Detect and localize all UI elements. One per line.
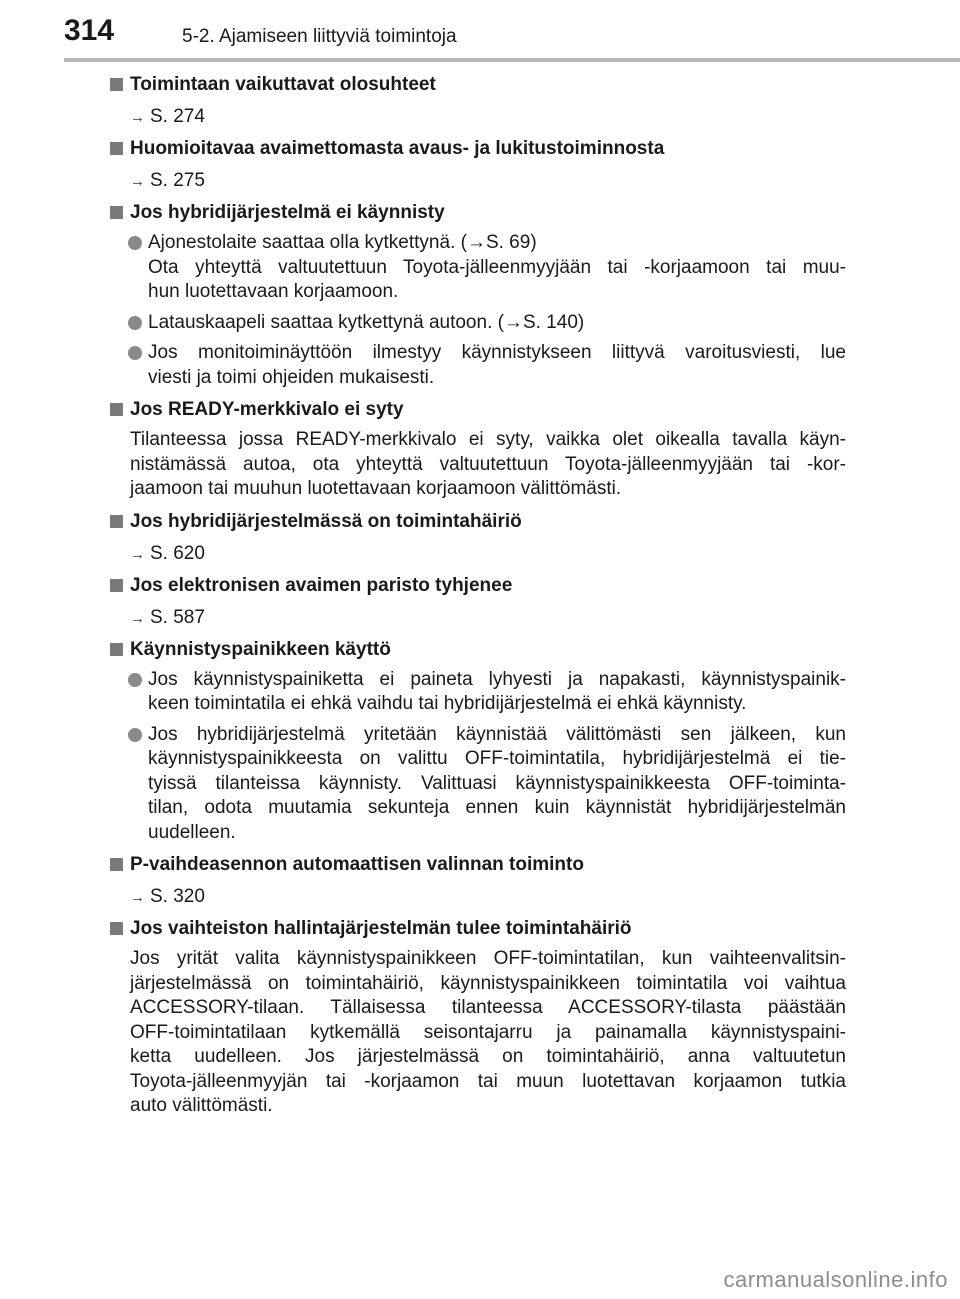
paragraph-line: ketta uudelleen. Jos järjestelmässä on toimintahäiriö, anna valtuutetun [130, 1046, 846, 1067]
paragraph-line: nistämässä autoa, ota yhteyttä valtuutettuun Toyota-jälleenmyyjään tai -kor- [130, 453, 846, 475]
bullet-text-line: käynnistyspainikkeesta on valittu OFF-toimintatila, hybridijärjestelmä ei tie- [148, 748, 846, 769]
header-rule [64, 58, 960, 62]
bullet-item [0, 231, 960, 305]
round-bullet-icon [128, 346, 142, 360]
page-content [0, 68, 960, 1125]
bullet-text-line: viesti ja toimi ohjeiden mukaisesti. [148, 366, 435, 388]
page-reference[interactable] [0, 540, 960, 569]
section [0, 915, 960, 1119]
page-reference[interactable] [0, 167, 960, 196]
bullet-item [0, 311, 960, 336]
section-heading-text: P-vaihdeasennon automaattisen valinnan toiminto [130, 854, 584, 875]
bullet-text-line: Ota yhteyttä valtuutettuun Toyota-jälleenmyyjään tai -korjaamoon tai muu- [148, 256, 846, 278]
arrow-right-icon: → [130, 889, 145, 906]
section-heading [0, 636, 960, 664]
section-heading-text: Jos READY-merkkivalo ei syty [130, 399, 404, 420]
square-bullet-icon [110, 922, 123, 935]
body-paragraph [0, 947, 960, 1119]
square-bullet-icon [110, 643, 123, 656]
section-heading [0, 572, 960, 600]
section [0, 71, 960, 132]
arrow-right-icon: → [130, 609, 145, 627]
square-bullet-icon [110, 206, 123, 219]
paragraph-line: Jos yrität valita käynnistyspainikkeen OFF-toimintatilan, kun vaihteenvalitsin- [130, 948, 846, 969]
bullet-text-line: Jos monitoiminäyttöön ilmestyy käynnistykseen liittyvä varoitusviesti, lue [148, 342, 846, 363]
bullet-text-line: keen toimintatila ei ehkä vaihdu tai hybridijärjestelmä ei ehkä käynnisty. [148, 693, 747, 714]
section-heading-text: Jos vaihteiston hallintajärjestelmän tulee toimintahäiriö [130, 918, 632, 939]
page-reference-text: S. 620 [150, 542, 205, 564]
section-heading [0, 135, 960, 163]
paragraph-line: jaamoon tai muuhun luotettavaan korjaamoon välittömästi. [130, 478, 622, 499]
square-bullet-icon [110, 403, 123, 416]
page-reference-text: S. 587 [150, 606, 205, 628]
page-number: 314 [64, 14, 115, 47]
body-paragraph [0, 428, 960, 502]
section-heading [0, 508, 960, 536]
square-bullet-icon [110, 142, 123, 155]
page-header [0, 0, 960, 64]
bullet-item [0, 668, 960, 717]
square-bullet-icon [110, 579, 123, 592]
bullet-text-line: Ajonestolaite saattaa olla kytkettynä. (→S. 69) [148, 232, 537, 253]
page-reference-text: S. 320 [150, 886, 205, 907]
section-heading [0, 199, 960, 227]
section-heading-text: Huomioitavaa avaimettomasta avaus- ja lukitustoiminnosta [130, 138, 665, 159]
section-heading [0, 71, 960, 99]
bullet-item [0, 341, 960, 390]
bullet-text-line: tilan, odota muutamia sekunteja ennen kuin käynnistät hybridijärjestelmän [148, 797, 846, 818]
bullet-text-line: Jos käynnistyspainiketta ei paineta lyhyesti ja napakasti, käynnistyspainik- [148, 668, 846, 690]
square-bullet-icon [110, 858, 123, 871]
paragraph-line: ACCESSORY-tilaan. Tällaisessa tilanteessa ACCESSORY-tilasta päästään [130, 997, 846, 1018]
round-bullet-icon [128, 673, 142, 687]
section-heading [0, 915, 960, 943]
arrow-right-icon: → [130, 173, 145, 190]
section [0, 199, 960, 390]
section-heading-text: Käynnistyspainikkeen käyttö [130, 638, 391, 660]
watermark: carmanualsonline.info [723, 1267, 948, 1292]
section [0, 851, 960, 912]
square-bullet-icon [110, 515, 123, 528]
section [0, 396, 960, 502]
bullet-text-line: tyissä tilanteissa käynnisty. Valittuasi käynnistyspainikkeesta OFF-toiminta- [148, 772, 846, 794]
page-reference-text: S. 275 [150, 170, 205, 191]
section [0, 572, 960, 633]
square-bullet-icon [110, 78, 123, 91]
round-bullet-icon [128, 728, 142, 742]
round-bullet-icon [128, 236, 142, 250]
section-heading-text: Jos hybridijärjestelmässä on toimintahäiriö [130, 510, 522, 532]
section-heading-text: Jos elektronisen avaimen paristo tyhjenee [130, 574, 513, 596]
section-heading-text: Toimintaan vaikuttavat olosuhteet [130, 74, 436, 95]
page-reference[interactable] [0, 103, 960, 132]
section-heading-text: Jos hybridijärjestelmä ei käynnisty [130, 202, 445, 223]
round-bullet-icon [128, 316, 142, 330]
section [0, 636, 960, 846]
page-reference-text: S. 274 [150, 106, 205, 127]
section-heading [0, 851, 960, 879]
paragraph-line: Toyota-jälleenmyyjän tai -korjaamon tai muun luotettavan korjaamon tutkia [130, 1070, 846, 1092]
bullet-text-line: Latauskaapeli saattaa kytkettynä autoon. (→S. 140) [148, 311, 585, 333]
paragraph-line: Tilanteessa jossa READY-merkkivalo ei syty, vaikka olet oikealla tavalla käyn- [130, 429, 846, 450]
bullet-item [0, 723, 960, 846]
bullet-text-line: uudelleen. [148, 821, 236, 843]
page-reference[interactable] [0, 883, 960, 912]
paragraph-line: järjestelmässä on toimintahäiriö, käynnistyspainikkeen toimintatila voi vaihtua [130, 972, 846, 994]
arrow-right-icon: → [130, 545, 145, 563]
bullet-text-line: Jos hybridijärjestelmä yritetään käynnistää välittömästi sen jälkeen, kun [148, 723, 846, 745]
paragraph-line: OFF-toimintatilaan kytkemällä seisontajarru ja painamalla käynnistyspaini- [130, 1021, 846, 1043]
bullet-text-line: hun luotettavaan korjaamoon. [148, 281, 399, 302]
chapter-title: 5-2. Ajamiseen liittyviä toimintoja [182, 26, 457, 47]
arrow-right-icon: → [130, 109, 145, 126]
section [0, 508, 960, 569]
page-reference[interactable] [0, 604, 960, 633]
section-heading [0, 396, 960, 424]
paragraph-line: auto välittömästi. [130, 1095, 273, 1116]
section [0, 135, 960, 196]
